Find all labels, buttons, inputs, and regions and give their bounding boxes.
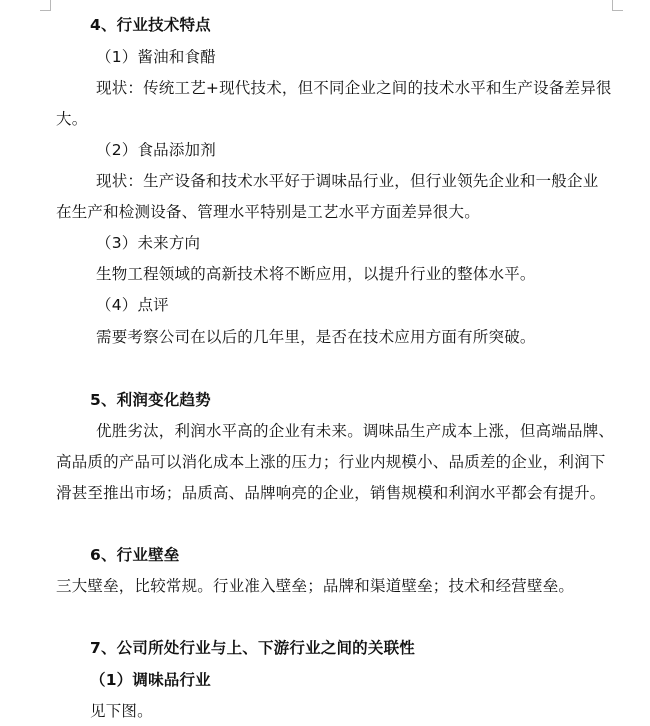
section-7-heading: 7、公司所处行业与上、下游行业之间的关联性 (90, 639, 415, 657)
section-7-subheading: （1）调味品行业 (90, 671, 211, 689)
section-5-line-3: 滑甚至推出市场；品质高、品牌响亮的企业，销售规模和利润水平都会有提升。 (56, 484, 606, 502)
section-4-item-2-line-1: 现状：生产设备和技术水平好于调味品行业，但行业领先企业和一般企业 (96, 172, 599, 190)
section-6-line-1: 三大壁垒，比较常规。行业准入壁垒；品牌和渠道壁垒；技术和经营壁垒。 (56, 577, 575, 595)
section-4-heading: 4、行业技术特点 (90, 16, 211, 34)
section-5-heading: 5、利润变化趋势 (90, 391, 211, 409)
section-4-item-1-title: （1）酱油和食醋 (96, 48, 216, 66)
section-4-item-2-title: （2）食品添加剂 (96, 141, 216, 159)
section-4-item-4-title: （4）点评 (96, 296, 169, 314)
section-5-line-1: 优胜劣汰，利润水平高的企业有未来。调味品生产成本上涨，但高端品牌、 (96, 422, 615, 440)
section-5-line-2: 高品质的产品可以消化成本上涨的压力；行业内规模小、品质差的企业，利润下 (56, 453, 606, 471)
section-4-item-1-line-1: 现状：传统工艺+现代技术，但不同企业之间的技术水平和生产设备差异很 (96, 79, 612, 97)
section-4-item-3-title: （3）未来方向 (96, 234, 201, 252)
section-7-line-1: 见下图。 (90, 702, 153, 720)
section-6-heading: 6、行业壁垒 (90, 546, 180, 564)
section-4-item-4-line-1: 需要考察公司在以后的几年里，是否在技术应用方面有所突破。 (96, 328, 536, 346)
section-4-item-2-line-2: 在生产和检测设备、管理水平特别是工艺水平方面差异很大。 (56, 203, 480, 221)
margin-corner-mark-left (40, 0, 51, 11)
section-4-item-3-line-1: 生物工程领域的高新技术将不断应用，以提升行业的整体水平。 (96, 265, 536, 283)
margin-corner-mark-right (612, 0, 623, 11)
section-4-item-1-line-2: 大。 (56, 110, 88, 128)
